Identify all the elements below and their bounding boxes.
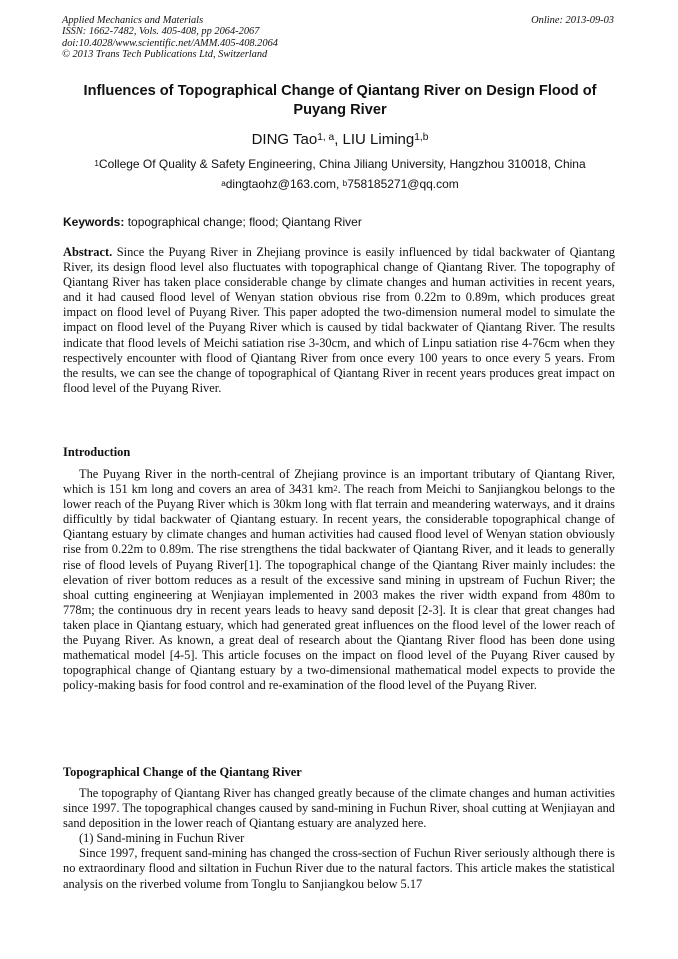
keywords-label: Keywords: — [63, 215, 125, 229]
abstract-text: Since the Puyang River in Zhejiang province is easily influenced by tidal backwater of Qiantang River, its design flood level also fluctuates with topographical change of Qiantang River. The topography of Qiantang River has taken place considerable change by climate changes and human activities in recent years, and it had caused flood level of Wenyan station obvious rise from 0.22m to 0.89m, which produces great impact on flood level of Puyang River. This paper adopted the two-dimension numeral model to simulate the impact on flood level of the Puyang River which is caused by tidal backwater of Qiantang River. The results indicate that flood levels of Meichi satiation rise 3-30cm, and which of Linpu satiation rise 4-76cm when they respectively encounter with flood of Qiantang River from once every 100 years to once every 5 years. From the results, we can see the change of topographical of Qiantang River in recent years produces great impact on flood level of the Puyang River. — [63, 245, 615, 395]
topo-paragraph-2: Since 1997, frequent sand-mining has changed the cross-section of Fuchun River seriously although there is no extraordinary flood and siltation in Fuchun River due to the natural factors. This article makes the statistical analysis on the riverbed volume from Tonglu to Sanjiangkou below 5.17 — [63, 846, 615, 891]
author-2-sup: 1,b — [414, 132, 429, 144]
journal-name: Applied Mechanics and Materials — [62, 15, 204, 26]
abstract-label: Abstract. — [63, 245, 113, 259]
doi-line[interactable]: doi:10.4028/www.scientific.net/AMM.405-408.2064 — [62, 37, 278, 49]
journal-header — [62, 15, 278, 61]
keywords — [63, 215, 619, 230]
intro-text-2: . The reach from Meichi to Sanjiangkou belongs to the lower reach of the Puyang River which is 30km long with flat terrain and meandering waterways, and it drains difficultly by tidal backwater of Qiantang estuary. In recent years, the considerable topographical change of Qiantang estuary by climate changes and human activities had caused flood level of Wenyan station obviously rise from 0.22m to 0.89m. The rise strengthens the tidal backwater of Qiantang River, and it leads to generally rise of flood levels of Puyang River[1]. The topographical change of the Qiantang River mainly includes: the elevation of river bottom reduces as a result of the excessive sand mining in upstream of Fuchun River; the shoal cutting engineering at Wenjiayan implemented in 2003 makes the river width expand from 480m to 778m; the continuous dry in recent years leads to heavy sand deposit [2-3]. It is clear that great changes had taken place in Qiantang estuary, which had generated great influences on the flood level of the lower reach of the Puyang River. As known, a great deal of research about the Qiantang River flood has been done using mathematical model [4-5]. This article focuses on the impact on flood level of the Puyang River caused by topographical change of Qiantang estuary by a two-dimensional mathematical model expects to provide the policy-making basis for food control and re-examination of the flood level of the Puyang River. — [63, 482, 615, 693]
intro-text-1: The Puyang River in the north-central of Zhejiang province is an important tributary of Qiantang River, which is 151 km long and covers an area of 3431 km — [63, 467, 615, 497]
issn-line: ISSN: 1662-7482, Vols. 405-408, pp 2064-2067 — [62, 26, 260, 38]
introduction-heading: Introduction — [63, 445, 131, 459]
affiliation — [62, 157, 618, 172]
topo-paragraph-1: The topography of Qiantang River has changed greatly because of the climate changes and human activities since 1997. The topographical changes caused by sand-mining in Fuchun River, shoal cutting at Wenjiayan and sand deposition in the lower reach of Qiantang estuary are analyzed here. — [63, 786, 615, 831]
topo-subheading: (1) Sand-mining in Fuchun River — [79, 831, 245, 846]
author-1-name: DING Tao — [251, 131, 318, 148]
author-2-name: LIU Liming — [342, 131, 415, 148]
online-date: Online: 2013-09-03 — [531, 15, 614, 26]
keywords-text: topographical change; flood; Qiantang River — [124, 215, 362, 229]
introduction-body — [63, 467, 615, 693]
email-a-sup: a — [221, 178, 226, 188]
author-separator: , — [334, 131, 343, 148]
topographical-body — [63, 786, 615, 892]
author-line — [62, 131, 618, 149]
affiliation-text: College Of Quality & Safety Engineering, China Jiliang University, Hangzhou 310018, China — [98, 157, 586, 171]
copyright-line: © 2013 Trans Tech Publications Ltd, Switzerland — [62, 49, 268, 61]
topographical-heading: Topographical Change of the Qiantang River — [63, 765, 302, 779]
intro-area-sup: 2 — [333, 482, 338, 493]
email-a[interactable]: dingtaohz@163.com, — [225, 177, 343, 191]
email-b[interactable]: 758185271@qq.com — [347, 177, 459, 191]
email-line — [62, 177, 618, 192]
affiliation-sup: 1 — [94, 158, 99, 168]
paper-title: Influences of Topographical Change of Qiantang River on Design Flood of Puyang River — [83, 83, 597, 118]
email-b-sup: b — [342, 178, 348, 188]
abstract — [63, 245, 615, 396]
author-1-sup: 1, a — [317, 132, 335, 144]
